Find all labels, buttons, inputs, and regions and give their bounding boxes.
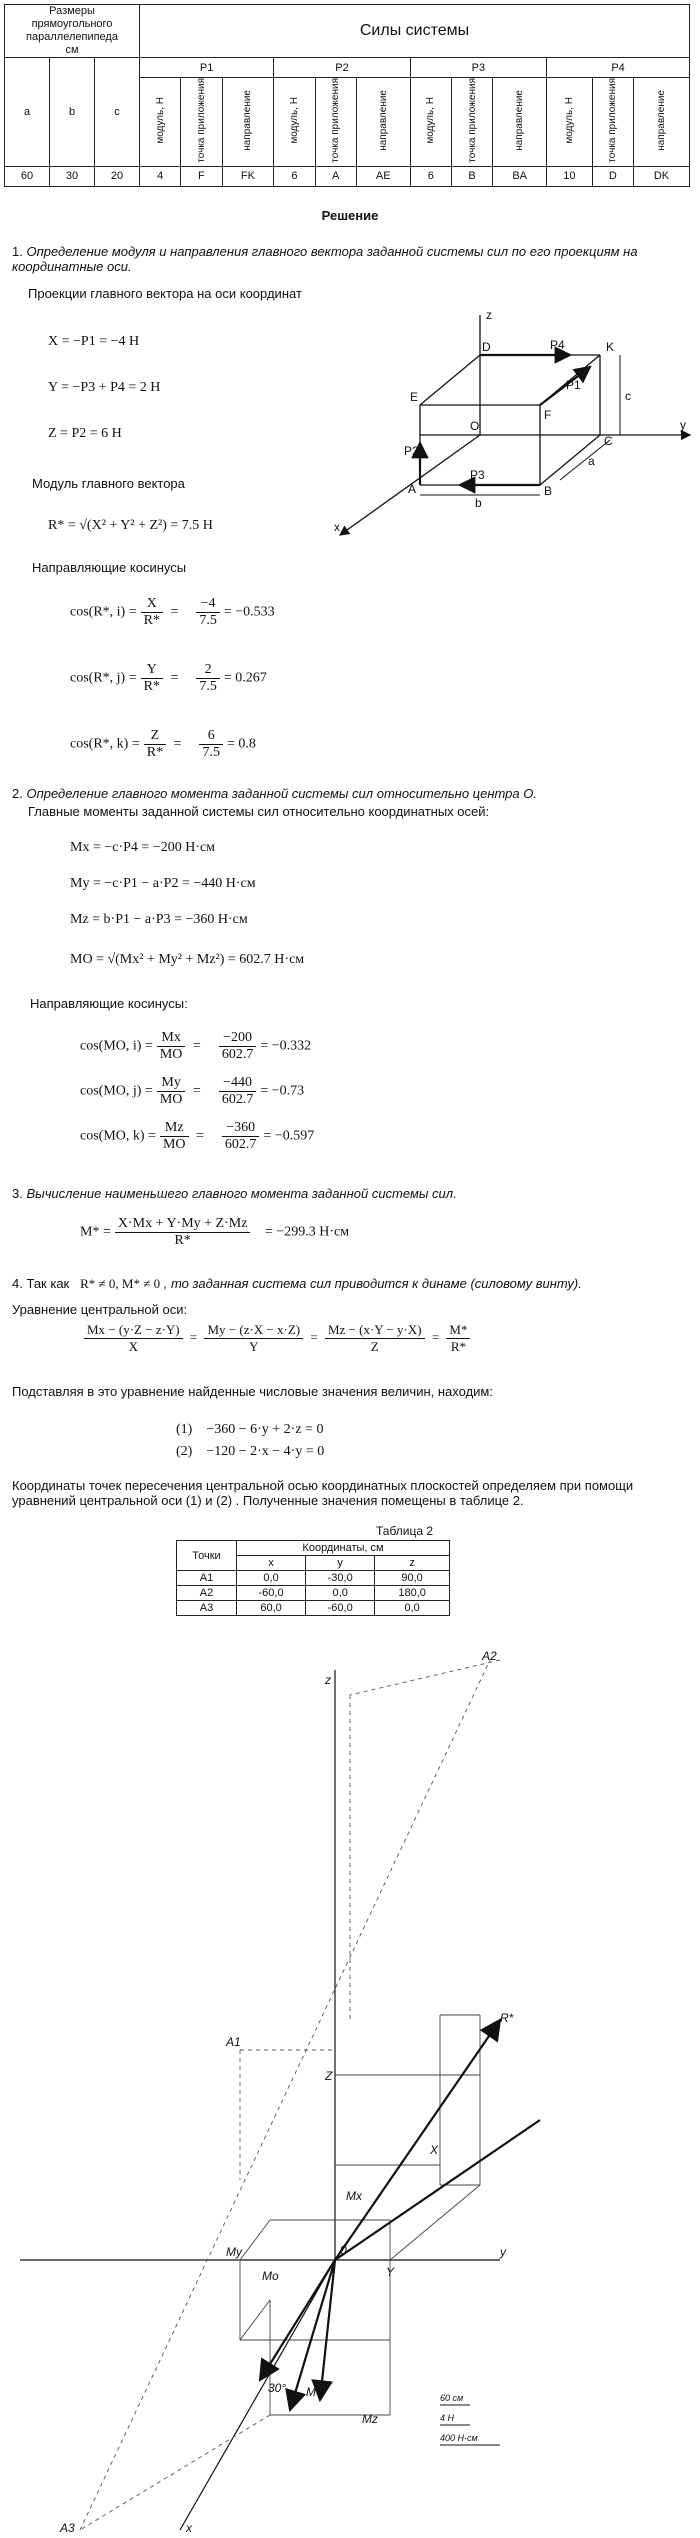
fig1-c: c (625, 389, 631, 403)
fig2-mo: Mo (262, 2269, 279, 2283)
cos-r-k: cos(R*, k) = $\frac{Z}{R*}$ = $\frac{6}{7.5}$ = 0.8 (70, 728, 256, 760)
eq-y: Y = −P3 + P4 = 2 H (48, 380, 161, 395)
dim-b: b (50, 58, 95, 167)
cell: FK (222, 166, 274, 186)
subcol: направление (493, 78, 547, 167)
fig2-my: My (226, 2245, 242, 2259)
s2-task: 2. Определение главного момента заданной системы сил относительно центра O. (12, 786, 537, 801)
cell: 4 (140, 166, 181, 186)
col-group: Координаты, см (237, 1541, 450, 1556)
force-p1: P1 (140, 58, 274, 78)
eq-mz: Mz = b·P1 − a·P3 = −360 H·см (70, 912, 248, 927)
subcol: точка приложения (181, 78, 222, 167)
subcol: модуль, Н (274, 78, 315, 167)
fig2-a2: A2 (482, 1649, 497, 1663)
s2-cos: Направляющие косинусы: (30, 996, 188, 1011)
fig2-a3: A3 (60, 2521, 75, 2535)
subcol: точка приложения (451, 78, 492, 167)
s1-task: 1. Определение модуля и направления главного вектора заданной системы сил по его проекциям на координатные оси. (12, 244, 638, 274)
fig2-z: z (325, 1673, 331, 1687)
s4-condition: 4. Так как R* ≠ 0, M* ≠ 0 , то заданная система сил приводится к динаме (силовому винту). (12, 1276, 582, 1291)
subcol: модуль, Н (547, 78, 593, 167)
subcol: модуль, Н (410, 78, 451, 167)
force-p3: P3 (410, 58, 546, 78)
table-row (177, 1601, 450, 1616)
cos-m-j: cos(MO, j) = $\frac{My}{MO}$ = $\frac{-440}{602.7}$ = −0.73 (80, 1075, 305, 1107)
s2-sub: Главные моменты заданной системы сил относительно координатных осей: (28, 804, 490, 819)
fig1-E: E (410, 390, 419, 404)
eq-mstar: M* = $\frac{X\cdot Mx + Y\cdot My + Z\cdot Mz}{R*}$ = −299.3 H·см (80, 1216, 350, 1248)
table-row (177, 1586, 450, 1601)
subcol: модуль, Н (140, 78, 181, 167)
fig2-scale2: 4 Н (440, 2413, 455, 2423)
cell: B (451, 166, 492, 186)
cell: -60,0 (306, 1601, 375, 1616)
cell: 10 (547, 166, 593, 186)
fig2-mx: Mx (346, 2189, 362, 2203)
fig1-A: A (408, 482, 417, 496)
cell: 0,0 (375, 1601, 450, 1616)
fig1-B: B (544, 484, 553, 498)
table2-caption: Таблица 2 (376, 1524, 434, 1538)
cell: 0,0 (237, 1571, 306, 1586)
subcol: направление (222, 78, 274, 167)
cell: F (181, 166, 222, 186)
fig1-z: z (486, 308, 492, 322)
fig1-a: a (588, 454, 595, 468)
cell: D (592, 166, 633, 186)
cos-r-i: cos(R*, i) = $\frac{X}{R*}$ = $\frac{-4}{7.5}$ = −0.533 (70, 596, 275, 628)
col-z: z (375, 1556, 450, 1571)
fig2-scale1: 60 см (440, 2393, 464, 2403)
fig1-P3: P3 (470, 468, 485, 482)
eq-2: (2) −120 − 2·x − 4·y = 0 (176, 1444, 325, 1459)
eq-1: (1) −360 − 6·y + 2·z = 0 (176, 1422, 324, 1437)
eq-mo: MO = √(Mx² + My² + Mz²) = 602.7 H·см (70, 952, 305, 967)
solution-title: Решение (321, 208, 379, 223)
fig2-angle: 30° (268, 2381, 287, 2395)
fig1-F: F (544, 408, 552, 422)
fig1-y: y (680, 418, 686, 432)
dim-a: a (5, 58, 50, 167)
cell: 180,0 (375, 1586, 450, 1601)
force-p2: P2 (274, 58, 410, 78)
cell: 60,0 (237, 1601, 306, 1616)
fig1-O: O (470, 419, 480, 433)
cell: DK (633, 166, 689, 186)
fig1-b: b (475, 496, 482, 510)
table-row (177, 1571, 450, 1586)
s4-central: Уравнение центральной оси: (12, 1302, 188, 1317)
cell: 90,0 (375, 1571, 450, 1586)
eq-z: Z = P2 = 6 H (48, 426, 122, 441)
eq-r: R* = √(X² + Y² + Z²) = 7.5 H (48, 518, 213, 533)
cell: 20 (95, 166, 140, 186)
fig2-scale3: 400 Н·см (440, 2433, 478, 2443)
s3-task: 3. Вычисление наименьшего главного момента заданной системы сил. (12, 1186, 457, 1201)
s1-proj: Проекции главного вектора на оси координат (28, 286, 302, 301)
s1-cos: Направляющие косинусы (32, 560, 187, 575)
fig1-D: D (482, 340, 491, 354)
cell: 6 (410, 166, 451, 186)
cell: 30 (50, 166, 95, 186)
s4-coords: Координаты точек пересечения центральной осью координатных плоскостей определяем при помощи уравнений центральной оси (1) и (2) . Полученные значения помещены в таблице 2. (12, 1478, 634, 1508)
cell: AE (356, 166, 410, 186)
col-points: Точки (177, 1541, 237, 1571)
fig2-zpt: Z (325, 2069, 333, 2083)
central-axis-figure (0, 1620, 700, 2538)
subcol: направление (633, 78, 689, 167)
fig1-x: x (334, 520, 340, 534)
eq-central-axis: $\frac{Mx - (y\cdot Z - z\cdot Y)}{X}$ = $\frac{My - (z\cdot X - x\cdot Z)}{Y}$ = $\frac{Mz - (x\cdot Y - y\cdot X)}{Z}$ = $\frac{M*}{R*}$ (80, 1322, 474, 1355)
cell: -60,0 (237, 1586, 306, 1601)
force-p4: P4 (547, 58, 690, 78)
cell: BA (493, 166, 547, 186)
cell: 6 (274, 166, 315, 186)
subcol: направление (356, 78, 410, 167)
forces-group-header: Силы системы (140, 5, 690, 58)
fig2-mstar: M* (306, 2385, 321, 2399)
cos-m-k: cos(MO, k) = $\frac{Mz}{MO}$ = $\frac{-360}{602.7}$ = −0.597 (80, 1120, 315, 1152)
eq-my: My = −c·P1 − a·P2 = −440 H·см (70, 876, 256, 891)
fig1-P2: P2 (404, 444, 419, 458)
subcol: точка приложения (592, 78, 633, 167)
fig1-P1: P1 (566, 378, 581, 392)
cell: 0,0 (306, 1586, 375, 1601)
fig2-a1: A1 (226, 2035, 241, 2049)
fig2-mz: Mz (362, 2412, 378, 2426)
cell: 60 (5, 166, 50, 186)
s4-subst: Подставляя в это уравнение найденные числовые значения величин, находим: (12, 1384, 493, 1399)
col-x: x (237, 1556, 306, 1571)
fig2-o: 0 (340, 2243, 347, 2257)
cell: A2 (177, 1586, 237, 1601)
fig2-ypt: Y (386, 2265, 395, 2279)
cos-r-j: cos(R*, j) = $\frac{Y}{R*}$ = $\frac{2}{7.5}$ = 0.267 (70, 662, 267, 694)
parallelepiped-figure (320, 305, 695, 625)
eq-mx: Mx = −c·P4 = −200 H·см (70, 840, 216, 855)
fig1-K: K (606, 340, 615, 354)
col-y: y (306, 1556, 375, 1571)
cos-m-i: cos(MO, i) = $\frac{Mx}{MO}$ = $\frac{-200}{602.7}$ = −0.332 (80, 1030, 312, 1062)
fig2-y: y (500, 2245, 506, 2259)
s1-mod: Модуль главного вектора (32, 476, 185, 491)
fig2-xpt: X (430, 2143, 439, 2157)
dim-c: c (95, 58, 140, 167)
subcol: точка приложения (315, 78, 356, 167)
fig1-P4: P4 (550, 338, 565, 352)
cell: A (315, 166, 356, 186)
coords-table (176, 1540, 450, 1616)
eq-x: X = −P1 = −4 H (48, 334, 140, 349)
cell: A3 (177, 1601, 237, 1616)
forces-table (4, 4, 690, 187)
cell: A1 (177, 1571, 237, 1586)
fig2-r: R* (500, 2011, 514, 2025)
cell: -30,0 (306, 1571, 375, 1586)
fig1-C: C (604, 434, 613, 448)
dims-group-header: Размеры прямоугольного параллелепипеда см (5, 5, 140, 58)
fig2-x: x (186, 2521, 192, 2535)
